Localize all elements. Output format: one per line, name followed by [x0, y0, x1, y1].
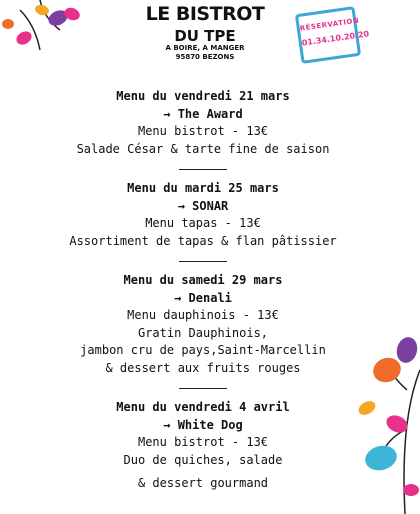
menu-dish-line: & dessert aux fruits rouges [105, 360, 301, 375]
menu-dish-line: Duo de quiches, salade [123, 452, 283, 467]
menu-formula: Menu bistrot - 13€ [137, 124, 269, 138]
reservation-stamp [295, 6, 370, 64]
stamp-phone: 01.34.10.20.20 [301, 29, 370, 48]
menu-band: → SONAR [177, 198, 229, 213]
menu-section [0, 180, 406, 250]
menu-date-title: Menu du samedi 29 mars [123, 273, 283, 287]
menu-formula: Menu tapas - 13€ [145, 216, 261, 230]
logo-tagline: A BOIRE, A MANGER [165, 44, 245, 52]
section-divider [179, 169, 227, 170]
menu-band: → White Dog [163, 417, 243, 432]
menu-dish-line: jambon cru de pays,Saint-Marcellin [80, 343, 326, 357]
stamp-label: RÉSERVATION [299, 16, 360, 33]
menu-date-title: Menu du vendredi 4 avril [116, 400, 290, 414]
section-divider [179, 261, 227, 262]
menu-band: → Denali [174, 290, 232, 305]
flower-decoration-bottom-right [345, 330, 420, 514]
section-divider [179, 388, 227, 389]
menu-dish-line: Assortiment de tapas & flan pâtissier [69, 233, 337, 248]
logo-title: LE BISTROT [145, 3, 265, 25]
menu-formula: Menu bistrot - 13€ [137, 435, 269, 449]
menu-formula: Menu dauphinois - 13€ [127, 308, 279, 322]
menu-date-title: Menu du mardi 25 mars [127, 181, 279, 195]
logo-subtitle: DU TPE [174, 27, 236, 45]
bistrot-logo [140, 4, 270, 62]
menu-date-title: Menu du vendredi 21 mars [116, 89, 290, 103]
menu-dish-line: Gratin Dauphinois, [137, 325, 269, 340]
menu-section [0, 88, 406, 158]
menu-band: → The Award [163, 106, 243, 121]
menu-dish-line: & dessert gourmand [137, 476, 269, 490]
menu-dish-line: Salade César & tarte fine de saison [76, 141, 330, 156]
flower-decoration-top-left [0, 0, 90, 60]
logo-address: 95870 BEZONS [175, 53, 235, 61]
